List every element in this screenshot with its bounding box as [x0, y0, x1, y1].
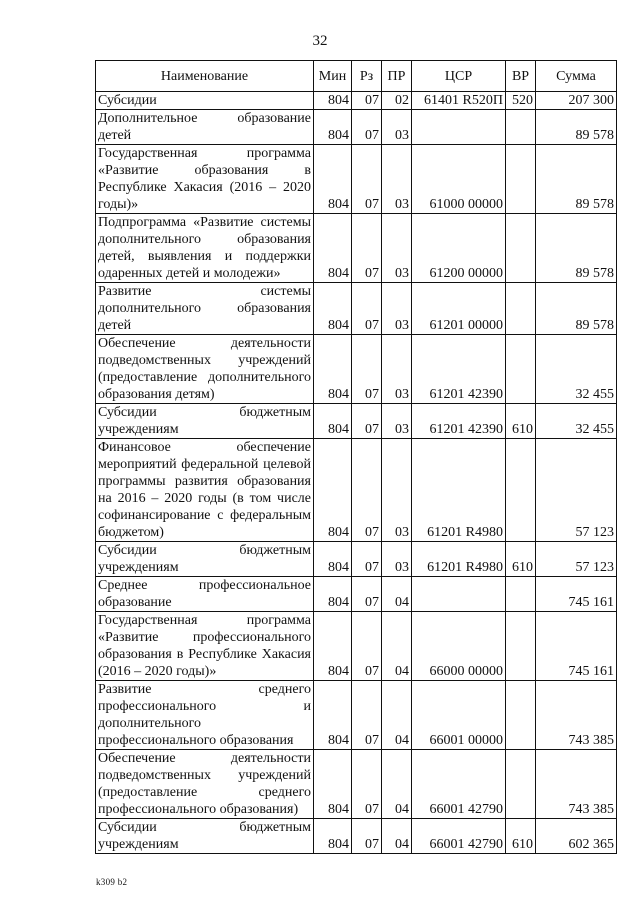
column-header-csr: ЦСР: [412, 61, 506, 92]
cell-name: Обеспечение деятельности подведомственных учреждений (предоставление среднего профессионального образования): [96, 750, 314, 819]
cell-name: Обеспечение деятельности подведомственных учреждений (предоставление дополнительного образования детям): [96, 335, 314, 404]
cell-rz: 07: [352, 542, 382, 577]
cell-rz: 07: [352, 439, 382, 542]
column-header-rz: Рз: [352, 61, 382, 92]
cell-sum: 745 161: [536, 612, 617, 681]
cell-vr: [506, 681, 536, 750]
cell-min: 804: [314, 110, 352, 145]
cell-min: 804: [314, 335, 352, 404]
cell-pr: 04: [382, 612, 412, 681]
footer-code: k309 b2: [96, 877, 128, 887]
cell-name: Государственная программа «Развитие образования в Республике Хакасия (2016 – 2020 годы)»: [96, 145, 314, 214]
table-row: [96, 283, 617, 335]
table-row: [96, 110, 617, 145]
cell-name: Среднее профессиональное образование: [96, 577, 314, 612]
cell-rz: 07: [352, 681, 382, 750]
cell-name: Подпрограмма «Развитие системы дополнительного образования детей, выявления и поддержки одаренных детей и молодежи»: [96, 214, 314, 283]
cell-vr: 610: [506, 542, 536, 577]
cell-csr: 66001 42790: [412, 819, 506, 854]
cell-pr: 04: [382, 750, 412, 819]
cell-rz: 07: [352, 819, 382, 854]
table-row: [96, 439, 617, 542]
cell-rz: 07: [352, 214, 382, 283]
table-row: [96, 145, 617, 214]
cell-rz: 07: [352, 577, 382, 612]
cell-pr: 04: [382, 681, 412, 750]
cell-sum: 743 385: [536, 681, 617, 750]
cell-csr: 66001 00000: [412, 681, 506, 750]
cell-pr: 04: [382, 819, 412, 854]
cell-sum: 57 123: [536, 439, 617, 542]
cell-min: 804: [314, 92, 352, 110]
cell-sum: 89 578: [536, 110, 617, 145]
table-row: [96, 92, 617, 110]
cell-vr: [506, 612, 536, 681]
cell-pr: 03: [382, 335, 412, 404]
cell-sum: 745 161: [536, 577, 617, 612]
cell-vr: [506, 439, 536, 542]
cell-csr: 61201 R4980: [412, 542, 506, 577]
cell-vr: 520: [506, 92, 536, 110]
cell-min: 804: [314, 439, 352, 542]
cell-pr: 03: [382, 110, 412, 145]
cell-name: Субсидии бюджетным учреждениям: [96, 542, 314, 577]
cell-vr: [506, 214, 536, 283]
cell-min: 804: [314, 542, 352, 577]
cell-rz: 07: [352, 750, 382, 819]
table-body: [96, 92, 617, 854]
table-row: [96, 577, 617, 612]
cell-min: 804: [314, 145, 352, 214]
cell-pr: 03: [382, 145, 412, 214]
cell-pr: 03: [382, 214, 412, 283]
table-row: [96, 214, 617, 283]
column-header-vr: ВР: [506, 61, 536, 92]
cell-sum: 207 300: [536, 92, 617, 110]
cell-rz: 07: [352, 92, 382, 110]
cell-name: Субсидии бюджетным учреждениям: [96, 404, 314, 439]
table-row: [96, 404, 617, 439]
cell-csr: 61201 42390: [412, 404, 506, 439]
cell-pr: 02: [382, 92, 412, 110]
cell-name: Субсидии: [96, 92, 314, 110]
cell-pr: 04: [382, 577, 412, 612]
cell-name: Развитие среднего профессионального и дополнительного профессионального образования: [96, 681, 314, 750]
cell-sum: 743 385: [536, 750, 617, 819]
cell-rz: 07: [352, 283, 382, 335]
cell-sum: 89 578: [536, 145, 617, 214]
cell-pr: 03: [382, 439, 412, 542]
cell-name: Государственная программа «Развитие профессионального образования в Республике Хакасия (2016 – 2020 годы)»: [96, 612, 314, 681]
cell-csr: 61201 00000: [412, 283, 506, 335]
table-row: [96, 750, 617, 819]
cell-sum: 57 123: [536, 542, 617, 577]
cell-sum: 89 578: [536, 283, 617, 335]
cell-rz: 07: [352, 145, 382, 214]
cell-vr: [506, 577, 536, 612]
cell-csr: 66000 00000: [412, 612, 506, 681]
table-row: [96, 681, 617, 750]
cell-vr: 610: [506, 404, 536, 439]
cell-rz: 07: [352, 110, 382, 145]
cell-vr: 610: [506, 819, 536, 854]
column-header-min: Мин: [314, 61, 352, 92]
column-header-pr: ПР: [382, 61, 412, 92]
column-header-name: Наименование: [96, 61, 314, 92]
cell-min: 804: [314, 750, 352, 819]
cell-csr: 61201 42390: [412, 335, 506, 404]
cell-sum: 602 365: [536, 819, 617, 854]
table-row: [96, 542, 617, 577]
cell-vr: [506, 145, 536, 214]
cell-csr: [412, 110, 506, 145]
cell-csr: 61201 R4980: [412, 439, 506, 542]
cell-min: 804: [314, 214, 352, 283]
cell-pr: 03: [382, 542, 412, 577]
cell-min: 804: [314, 681, 352, 750]
cell-csr: [412, 577, 506, 612]
cell-vr: [506, 110, 536, 145]
cell-sum: 89 578: [536, 214, 617, 283]
cell-csr: 61200 00000: [412, 214, 506, 283]
cell-csr: 61401 R520П: [412, 92, 506, 110]
cell-min: 804: [314, 612, 352, 681]
cell-min: 804: [314, 819, 352, 854]
cell-min: 804: [314, 577, 352, 612]
cell-rz: 07: [352, 612, 382, 681]
cell-csr: 61000 00000: [412, 145, 506, 214]
cell-min: 804: [314, 404, 352, 439]
table-row: [96, 819, 617, 854]
cell-vr: [506, 283, 536, 335]
cell-sum: 32 455: [536, 404, 617, 439]
cell-csr: 66001 42790: [412, 750, 506, 819]
cell-pr: 03: [382, 404, 412, 439]
budget-table: [95, 60, 617, 854]
table-row: [96, 612, 617, 681]
table-row: [96, 335, 617, 404]
cell-vr: [506, 750, 536, 819]
column-header-sum: Сумма: [536, 61, 617, 92]
cell-vr: [506, 335, 536, 404]
cell-name: Дополнительное образование детей: [96, 110, 314, 145]
page-number: 32: [312, 33, 328, 49]
cell-name: Финансовое обеспечение мероприятий федеральной целевой программы развития образования на 2016 – 2020 годы (в том числе софинансирование с федеральным бюджетом): [96, 439, 314, 542]
cell-rz: 07: [352, 335, 382, 404]
cell-name: Развитие системы дополнительного образования детей: [96, 283, 314, 335]
cell-sum: 32 455: [536, 335, 617, 404]
cell-name: Субсидии бюджетным учреждениям: [96, 819, 314, 854]
cell-pr: 03: [382, 283, 412, 335]
table-header-row: [96, 61, 617, 92]
cell-rz: 07: [352, 404, 382, 439]
cell-min: 804: [314, 283, 352, 335]
